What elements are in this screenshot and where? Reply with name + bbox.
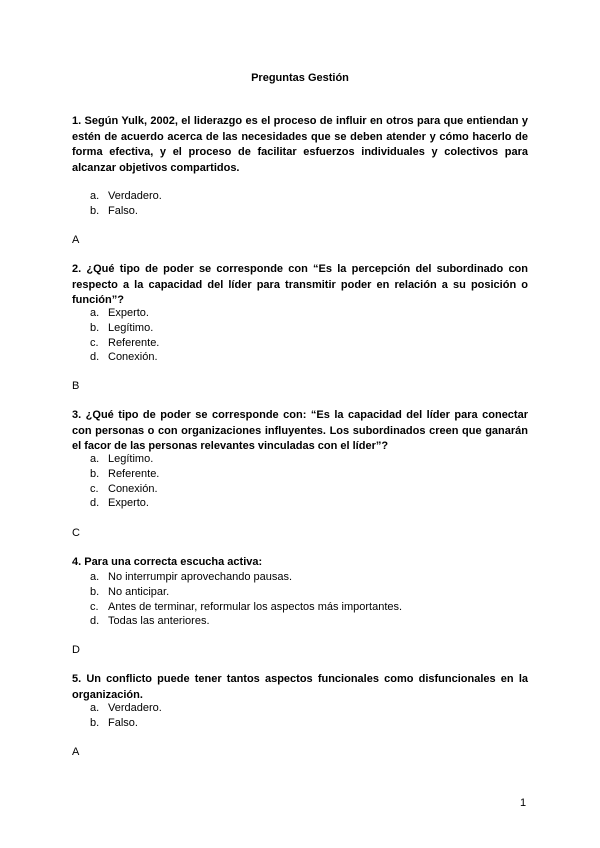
option: a. Verdadero.: [90, 702, 162, 714]
option: a. Experto.: [90, 307, 149, 319]
question-4-answer: D: [72, 644, 80, 656]
option: b. No anticipar.: [90, 585, 170, 598]
question-2-answer: B: [72, 380, 80, 392]
question-2-text: 2. ¿Qué tipo de poder se corresponde con “Es la percepción del subordinado con respecto a la capacidad del líder para transmitir poder en relación a su posición o función”?: [72, 263, 528, 306]
option: a. Legítimo.: [90, 453, 154, 465]
question-1-answer: A: [72, 234, 80, 246]
option: d. Conexión.: [90, 351, 158, 364]
option: b. Referente.: [90, 467, 160, 480]
option: c. Referente.: [90, 336, 160, 349]
question-5-options: [90, 701, 162, 731]
option: a. Verdadero.: [90, 190, 162, 202]
option: b. Legítimo.: [90, 321, 154, 334]
option: c. Conexión.: [90, 482, 158, 495]
option: d. Todas las anteriores.: [90, 615, 210, 628]
option: b. Falso.: [90, 204, 138, 217]
question-4-text: 4. Para una correcta escucha activa:: [72, 556, 263, 568]
question-5-answer: A: [72, 746, 80, 758]
question-3-text: 3. ¿Qué tipo de poder se corresponde con: “Es la capacidad del líder para conectar con personas o con organizaciones influyentes. Los subordinados creen que ganarán el facor de las personas relevantes vinculadas con el líder”?: [72, 409, 528, 452]
option: c. Antes de terminar, reformular los aspectos más importantes.: [90, 600, 403, 613]
page-number: 1: [520, 797, 527, 809]
question-1-options: [90, 189, 162, 219]
question-5-text: 5. Un conflicto puede tener tantos aspectos funcionales como disfuncionales en la organización.: [72, 673, 528, 701]
question-3-options: [90, 452, 159, 511]
question-1-text: 1. Según Yulk, 2002, el liderazgo es el proceso de influir en otros para que entiendan y estén de acuerdo acerca de las necesidades que se deben atender y cómo hacerlo de forma efectiva, y el proceso de facilitar esfuerzos individuales y colectivos para alcanzar objetivos compartidos.: [72, 115, 528, 174]
option: d. Experto.: [90, 497, 149, 510]
option: b. Falso.: [90, 716, 138, 729]
page-title: Preguntas Gestión: [251, 72, 349, 84]
question-4-options: [90, 570, 402, 629]
option: a. No interrumpir aprovechando pausas.: [90, 571, 293, 583]
question-2-options: [90, 306, 159, 365]
question-3-answer: C: [72, 527, 80, 539]
